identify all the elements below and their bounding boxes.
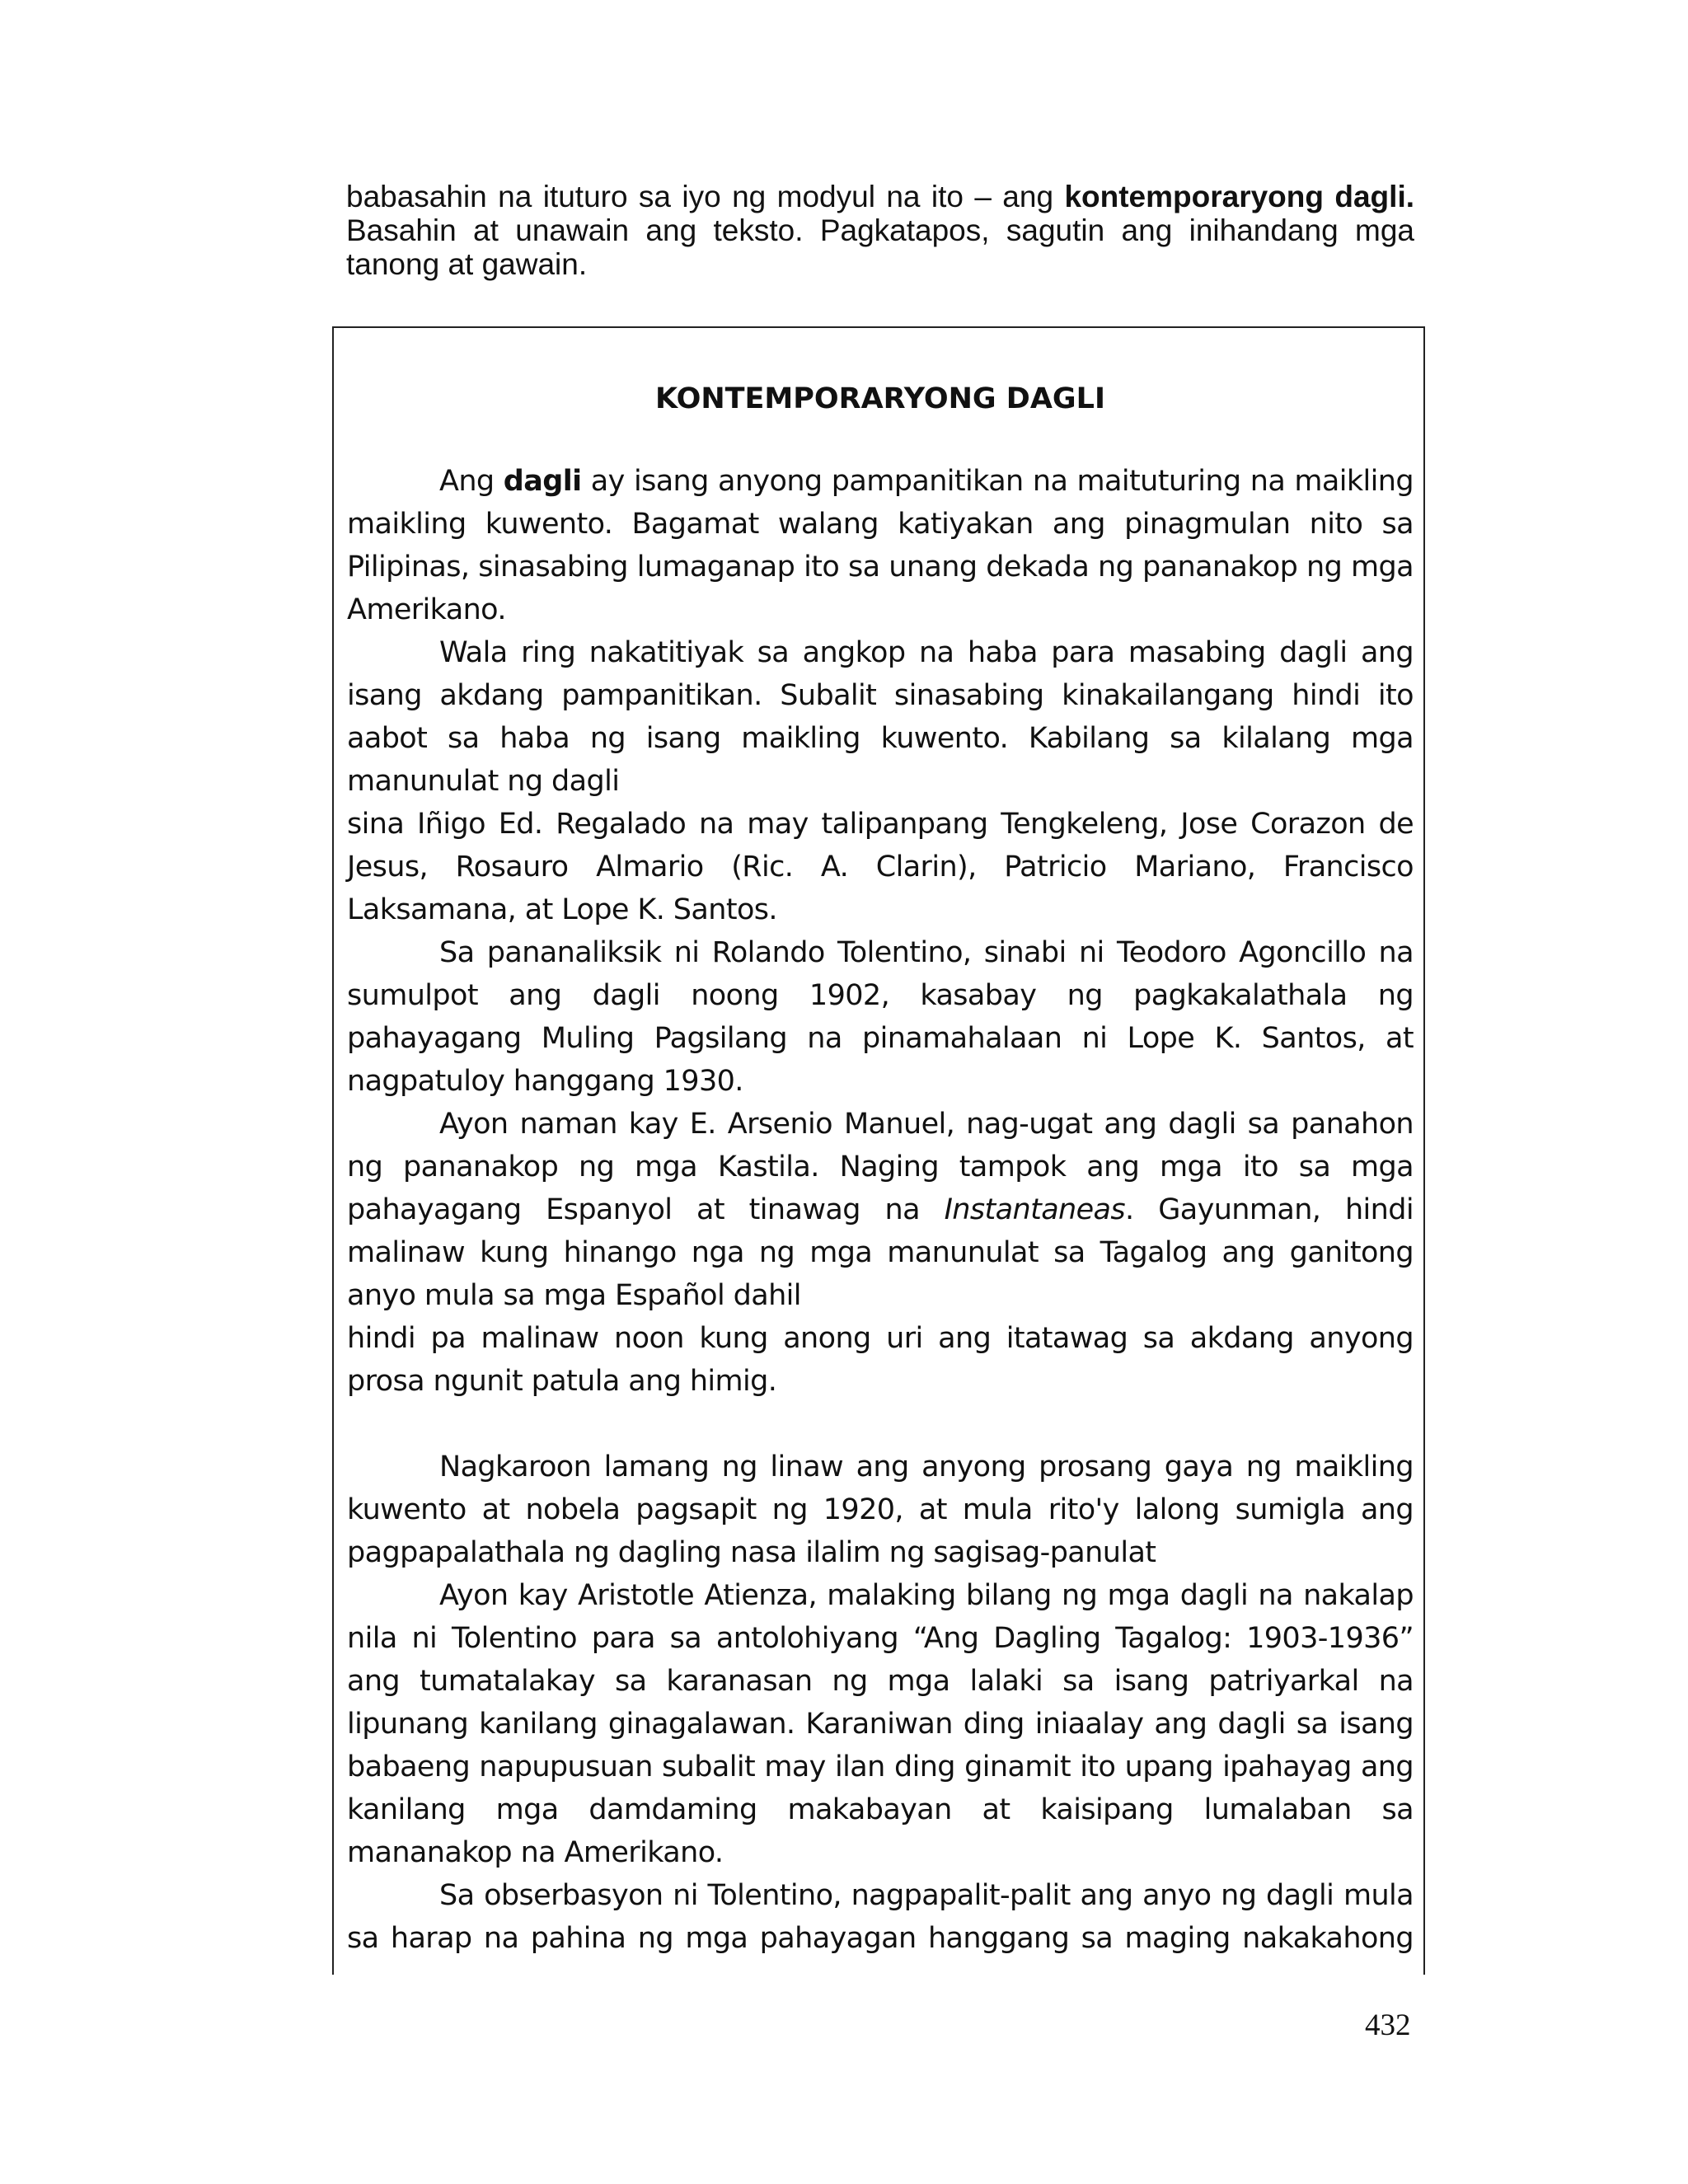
paragraph-1 (347, 460, 1414, 631)
paragraph-5: Nagkaroon lamang ng linaw ang anyong prosang gaya ng maikling kuwento at nobela pagsapit ng 1920, at mula rito'y lalong sumigla ang pagpapalathala ng dagling nasa ilalim ng sagisag-panulat (347, 1451, 1414, 1569)
paragraph-2: Wala ring nakatitiyak sa angkop na haba para masabing dagli ang isang akdang pampanitikan. Subalit sinasabing kinakailangang hindi ito aabot sa haba ng isang maikling kuwento. Kabilang sa kilalang mga manunulat ng dagli (347, 636, 1414, 798)
p1-text-b: ay isang anyong pampanitikan na maituturing na maikling maikling kuwento. Bagamat walang katiyakan ang pinagmulan nito sa Pilipinas, sinasabing lumaganap ito sa unang dekada ng pananakop ng mga Amerikano. (347, 465, 1414, 626)
paragraph-3: Sa pananaliksik ni Rolando Tolentino, sinabi ni Teodoro Agoncillo na sumulpot ang dagli noong 1902, kasabay ng pagkakalathala ng pahayagang Muling Pagsilang na pinamahalaan ni Lope K. Santos, at nagpatuloy hanggang 1930. (347, 936, 1414, 1098)
p1-bold-term: dagli (503, 465, 582, 498)
intro-bold-term: kontemporaryong dagli. (1064, 180, 1415, 213)
reading-box-content (347, 328, 1414, 1960)
paragraph-2-continued: sina Iñigo Ed. Regalado na may talipanpang Tengkeleng, Jose Corazon de Jesus, Rosauro Almario (Ric. A. Clarin), Patricio Mariano, Francisco Laksamana, at Lope K. Santos. (347, 808, 1414, 926)
reading-title: KONTEMPORARYONG DAGLI (655, 382, 1105, 415)
p4-text-a: Ayon naman kay E. Arsenio Manuel, nag-ugat ang dagli sa panahon ng pananakop ng mga Kastila. Naging tampok ang mga ito sa mga pahayagang Espanyol at tinawag na (347, 1108, 1414, 1226)
paragraph-gap (347, 1403, 1414, 1446)
paragraph-4-continued: hindi pa malinaw noon kung anong uri ang itatawag sa akdang anyong prosa ngunit patula ang himig. (347, 1322, 1414, 1398)
paragraph-6: Ayon kay Aristotle Atienza, malaking bilang ng mga dagli na nakalap nila ni Tolentino para sa antolohiyang “Ang Dagling Tagalog: 1903-1936” ang tumatalakay sa karanasan ng mga lalaki sa isang patriyarkal na lipunang kanilang ginagalawan. Karaniwan ding iniaalay ang dagli sa isang babaeng napupusuan subalit may ilan ding ginamit ito upang ipahayag ang kanilang mga damdaming makabayan at kaisipang lumalaban sa mananakop na Amerikano. (347, 1579, 1414, 1869)
intro-text-1: babasahin na ituturo sa iyo ng modyul na ito – ang (346, 180, 1065, 213)
intro-text-2: Basahin at unawain ang teksto. Pagkatapos, sagutin ang inihandang mga tanong at gawain. (346, 213, 1414, 281)
p4-text-b: . Gayunman, hindi malinaw kung hinango nga ng mga manunulat sa Tagalog ang ganitong anyo mula sa mga Español dahil (347, 1193, 1414, 1312)
paragraph-7: Sa obserbasyon ni Tolentino, nagpapalit-palit ang anyo ng dagli mula sa harap na pahina ng mga pahayagan hanggang sa maging nakakahong (347, 1879, 1414, 1955)
paragraph-4 (347, 1103, 1414, 1317)
intro-paragraph (346, 180, 1414, 281)
page-number: 432 (1365, 2008, 1411, 2042)
reading-box (332, 326, 1425, 1975)
p4-italic-term: Instantaneas (944, 1193, 1126, 1226)
p1-text-a: Ang (439, 465, 504, 498)
